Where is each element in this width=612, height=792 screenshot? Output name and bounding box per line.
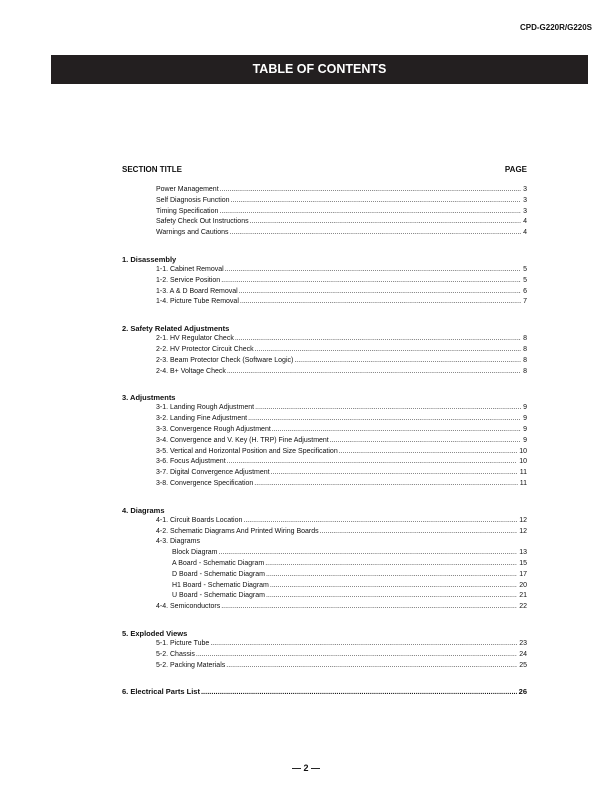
toc-section-electrical-parts bbox=[122, 687, 527, 698]
leader-dots bbox=[253, 479, 517, 490]
toc-subentry[interactable] bbox=[122, 591, 527, 602]
toc-entry[interactable] bbox=[122, 207, 527, 218]
page-heading: PAGE bbox=[504, 165, 527, 174]
toc-entry-page: 17 bbox=[519, 570, 527, 578]
toc-entry[interactable] bbox=[122, 217, 527, 228]
leader-dots bbox=[329, 436, 521, 447]
toc-entry-title: 3-2. Landing Fine Adjustment bbox=[156, 415, 248, 423]
toc-entry-page: 3 bbox=[523, 186, 527, 193]
toc-subentry[interactable] bbox=[122, 581, 527, 592]
leader-dots bbox=[230, 196, 522, 207]
toc-entry[interactable] bbox=[122, 447, 527, 458]
toc-entry-title: 4-1. Circuit Boards Location bbox=[156, 516, 243, 524]
toc-entry-page: 24 bbox=[519, 650, 527, 658]
leader-dots bbox=[218, 207, 521, 218]
leader-dots bbox=[239, 297, 521, 308]
toc-entry-title: 3-1. Landing Rough Adjustment bbox=[156, 404, 255, 412]
toc-entry-title: 5-1. Picture Tube bbox=[156, 639, 210, 647]
toc-entry-page: 4 bbox=[523, 229, 527, 237]
leader-dots bbox=[265, 570, 517, 581]
toc-entry-page: 8 bbox=[523, 335, 527, 343]
toc-section-title: 4. Diagrams bbox=[122, 505, 165, 515]
toc-entry[interactable] bbox=[122, 185, 527, 196]
toc-entry[interactable] bbox=[122, 287, 527, 298]
leader-dots bbox=[254, 345, 521, 356]
toc-entry-title: 3-5. Vertical and Horizontal Position and Size Specification bbox=[156, 447, 338, 455]
toc-entry-page: 3 bbox=[523, 196, 527, 204]
toc-entry-page: 20 bbox=[519, 581, 527, 589]
toc-entry[interactable] bbox=[122, 436, 527, 447]
toc-entry-page: 13 bbox=[519, 549, 527, 557]
toc-entry-title: 2-4. B+ Voltage Check bbox=[156, 367, 226, 375]
leader-dots bbox=[238, 287, 521, 298]
leader-dots bbox=[242, 516, 517, 527]
toc-entry[interactable] bbox=[122, 265, 527, 276]
toc-entry-page: 12 bbox=[519, 527, 527, 535]
toc-subentry[interactable] bbox=[122, 548, 527, 559]
toc-entry-title: 2-2. HV Protector Circuit Check bbox=[156, 345, 254, 353]
leader-dots bbox=[270, 468, 518, 479]
toc-entry-page: 26 bbox=[518, 687, 527, 697]
toc-entry[interactable] bbox=[122, 457, 527, 468]
leader-dots bbox=[195, 650, 517, 661]
toc-entry[interactable] bbox=[122, 297, 527, 308]
toc-entry[interactable] bbox=[122, 661, 527, 672]
toc-section-exploded-views bbox=[122, 629, 527, 671]
toc-entry-title: 3-6. Focus Adjustment bbox=[156, 458, 226, 466]
toc-entry-page: 10 bbox=[519, 447, 527, 455]
leader-dots bbox=[338, 447, 517, 458]
toc-section-disassembly bbox=[122, 255, 527, 308]
toc-entry-title: 2-3. Beam Protector Check (Software Logic) bbox=[156, 356, 294, 364]
toc-entry-title: A Board - Schematic Diagram bbox=[172, 559, 265, 567]
toc-entry-title: 1-2. Service Position bbox=[156, 276, 221, 284]
toc-entry[interactable] bbox=[122, 356, 527, 367]
toc-subentry[interactable] bbox=[122, 570, 527, 581]
toc-subentry[interactable] bbox=[122, 559, 527, 570]
toc-entry[interactable] bbox=[122, 527, 527, 538]
toc-entry-title: Timing Specification bbox=[156, 207, 219, 215]
toc-entry[interactable] bbox=[122, 367, 527, 378]
toc-entry[interactable] bbox=[122, 425, 527, 436]
toc-section-diagrams bbox=[122, 506, 527, 613]
toc-section-title: 5. Exploded Views bbox=[122, 628, 188, 638]
toc-entry[interactable] bbox=[122, 196, 527, 207]
toc-entry-title: 5-2. Chassis bbox=[156, 650, 195, 658]
toc-section-title: 1. Disassembly bbox=[122, 254, 177, 264]
toc-entry-page: 5 bbox=[523, 265, 527, 273]
toc-column-header bbox=[122, 165, 527, 174]
toc-entry-page: 11 bbox=[519, 469, 527, 477]
toc-entry[interactable] bbox=[122, 276, 527, 287]
toc-entry[interactable] bbox=[122, 334, 527, 345]
page-number: — 2 — bbox=[291, 763, 320, 773]
toc-entry-title: 1-1. Cabinet Removal bbox=[156, 265, 224, 273]
toc-entry-page: 3 bbox=[523, 207, 527, 215]
toc-entry-page: 10 bbox=[519, 458, 527, 466]
leader-dots bbox=[225, 661, 517, 672]
toc-entry-title: D Board - Schematic Diagram bbox=[172, 570, 265, 578]
toc-entry-page: 9 bbox=[523, 415, 527, 423]
toc-entry-title: H1 Board - Schematic Diagram bbox=[172, 581, 269, 589]
toc-entry-title: 1-3. A & D Board Removal bbox=[156, 287, 238, 295]
leader-dots bbox=[224, 265, 521, 276]
leader-dots bbox=[218, 548, 518, 559]
leader-dots bbox=[247, 414, 521, 425]
toc-entry-page: 23 bbox=[519, 639, 527, 647]
table-of-contents bbox=[122, 185, 527, 714]
leader-dots bbox=[200, 687, 517, 698]
toc-entry[interactable] bbox=[122, 345, 527, 356]
toc-section-adjustments bbox=[122, 393, 527, 489]
toc-entry-title: Self Diagnosis Function bbox=[156, 196, 230, 204]
toc-intro-group bbox=[122, 185, 527, 239]
toc-entry-page: 21 bbox=[519, 592, 527, 600]
leader-dots bbox=[226, 367, 521, 378]
toc-section-title: 2. Safety Related Adjustments bbox=[122, 324, 230, 334]
model-number: CPD-G220R/G220S bbox=[519, 23, 592, 32]
toc-entry[interactable] bbox=[122, 479, 527, 490]
toc-entry-title: 2-1. HV Regulator Check bbox=[156, 335, 234, 343]
toc-entry-title: 4-2. Schematic Diagrams And Printed Wiring Boards bbox=[156, 527, 319, 535]
leader-dots bbox=[209, 639, 517, 650]
leader-dots bbox=[219, 185, 521, 196]
leader-dots bbox=[229, 228, 522, 239]
toc-entry-page: 9 bbox=[523, 436, 527, 444]
toc-entry-title: 1-4. Picture Tube Removal bbox=[156, 298, 239, 306]
toc-entry[interactable] bbox=[122, 537, 527, 548]
toc-entry-page: 8 bbox=[523, 356, 527, 364]
toc-entry-page: 8 bbox=[523, 367, 527, 375]
leader-dots bbox=[269, 581, 517, 592]
toc-entry-page: 4 bbox=[523, 218, 527, 226]
toc-entry-title: Block Diagram bbox=[172, 549, 218, 557]
leader-dots bbox=[220, 602, 517, 613]
toc-entry-page: 12 bbox=[519, 516, 527, 524]
toc-entry-title: Power Management bbox=[156, 186, 219, 193]
leader-dots bbox=[271, 425, 521, 436]
toc-entry-page: 9 bbox=[523, 404, 527, 412]
toc-entry-page: 22 bbox=[519, 603, 527, 611]
toc-entry-title: 3-4. Convergence and V. Key (H. TRP) Fine Adjustment bbox=[156, 436, 329, 444]
section-title-heading: SECTION TITLE bbox=[122, 165, 182, 174]
leader-dots bbox=[254, 403, 521, 414]
toc-entry-page: 11 bbox=[519, 479, 527, 487]
leader-dots bbox=[319, 527, 518, 538]
leader-dots bbox=[220, 276, 521, 287]
toc-entry-title: 6. Electrical Parts List bbox=[122, 687, 200, 697]
toc-entry-title: Safety Check Out Instructions bbox=[156, 218, 249, 226]
leader-dots bbox=[264, 559, 517, 570]
leader-dots bbox=[293, 356, 521, 367]
toc-entry[interactable] bbox=[122, 228, 527, 239]
leader-dots bbox=[234, 334, 521, 345]
toc-entry-page: 5 bbox=[523, 276, 527, 284]
toc-entry[interactable] bbox=[122, 516, 527, 527]
toc-entry-page: 8 bbox=[523, 345, 527, 353]
toc-entry[interactable] bbox=[122, 403, 527, 414]
toc-entry[interactable] bbox=[122, 468, 527, 479]
toc-entry-title: 3-3. Convergence Rough Adjustment bbox=[156, 425, 271, 433]
toc-entry[interactable] bbox=[122, 602, 527, 613]
toc-entry-page: 6 bbox=[523, 287, 527, 295]
toc-entry-title: 3-8. Convergence Specification bbox=[156, 479, 254, 487]
toc-entry[interactable] bbox=[122, 414, 527, 425]
toc-entry[interactable] bbox=[122, 639, 527, 650]
toc-section-safety-adjustments bbox=[122, 324, 527, 377]
leader-dots bbox=[265, 591, 517, 602]
toc-entry[interactable] bbox=[122, 687, 527, 698]
leader-dots bbox=[249, 217, 521, 228]
toc-entry-title: U Board - Schematic Diagram bbox=[172, 592, 265, 600]
toc-entry-title: 4-3. Diagrams bbox=[156, 538, 200, 546]
toc-entry[interactable] bbox=[122, 650, 527, 661]
toc-entry-page: 7 bbox=[523, 298, 527, 306]
toc-entry-page: 9 bbox=[523, 425, 527, 433]
toc-section-title: 3. Adjustments bbox=[122, 393, 176, 403]
toc-entry-title: Warnings and Cautions bbox=[156, 229, 229, 237]
leader-dots bbox=[226, 457, 518, 468]
page-title: TABLE OF CONTENTS bbox=[51, 55, 588, 84]
toc-entry-page: 25 bbox=[519, 661, 527, 669]
toc-entry-title: 5-2. Packing Materials bbox=[156, 661, 226, 669]
toc-entry-title: 3-7. Digital Convergence Adjustment bbox=[156, 469, 270, 477]
toc-entry-title: 4-4. Semiconductors bbox=[156, 603, 221, 611]
toc-entry-page: 15 bbox=[519, 559, 527, 567]
